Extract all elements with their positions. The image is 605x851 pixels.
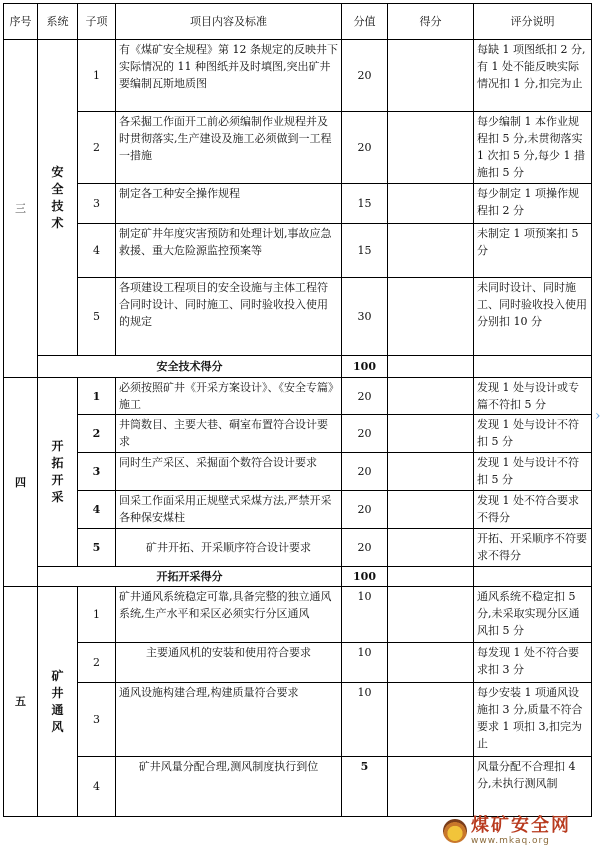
table-row [4, 529, 592, 567]
row-explain: 通风系统不稳定扣 5 分,未采取实现分区通风扣 5 分 [474, 587, 592, 643]
row-content: 回采工作面采用正规壁式采煤方法,严禁开采各种保安煤柱 [116, 491, 342, 529]
table-row [4, 184, 592, 224]
row-score: 20 [342, 453, 388, 491]
row-score: 20 [342, 415, 388, 453]
row-sub: 2 [78, 112, 116, 184]
row-score: 10 [342, 683, 388, 757]
row-score: 30 [342, 278, 388, 356]
table-row [4, 587, 592, 643]
row-content: 主要通风机的安装和使用符合要求 [116, 643, 342, 683]
table-row [4, 757, 592, 817]
table-row [4, 112, 592, 184]
row-score: 10 [342, 643, 388, 683]
row-got[interactable] [388, 40, 474, 112]
watermark [443, 813, 603, 849]
row-explain: 每少制定 1 项操作规程扣 2 分 [474, 184, 592, 224]
row-explain: 每少编制 1 本作业规程扣 5 分,未贯彻落实 1 次扣 5 分,每少 1 措施扣 5 分 [474, 112, 592, 184]
row-score: 5 [342, 757, 388, 817]
row-got[interactable] [388, 415, 474, 453]
row-sub: 1 [78, 587, 116, 643]
header-explain: 评分说明 [474, 4, 592, 40]
row-score: 20 [342, 40, 388, 112]
row-sub: 3 [78, 184, 116, 224]
table-row [4, 683, 592, 757]
row-score: 15 [342, 184, 388, 224]
row-sub: 2 [78, 415, 116, 453]
section-system: 矿 井 通 风 [38, 587, 78, 817]
row-got[interactable] [388, 112, 474, 184]
table-row [4, 453, 592, 491]
row-content: 矿井开拓、开采顺序符合设计要求 [116, 529, 342, 567]
header-row [4, 4, 592, 40]
section-seq: 五 [4, 587, 38, 817]
row-sub: 1 [78, 378, 116, 415]
row-content: 必须按照矿井《开采方案设计》、《安全专篇》施工 [116, 378, 342, 415]
row-explain: 每缺 1 项图纸扣 2 分,有 1 处不能反映实际情况扣 1 分,扣完为止 [474, 40, 592, 112]
row-got[interactable] [388, 278, 474, 356]
row-explain: 未制定 1 项预案扣 5 分 [474, 224, 592, 278]
subtotal-got[interactable] [388, 356, 474, 378]
subtotal-row [4, 567, 592, 587]
header-content: 项目内容及标准 [116, 4, 342, 40]
subtotal-got[interactable] [388, 567, 474, 587]
row-got[interactable] [388, 491, 474, 529]
row-content: 制定各工种安全操作规程 [116, 184, 342, 224]
row-got[interactable] [388, 683, 474, 757]
section-seq: 四 [4, 378, 38, 587]
header-sub: 子项 [78, 4, 116, 40]
table-row [4, 415, 592, 453]
row-sub: 4 [78, 757, 116, 817]
site-logo-icon [443, 819, 467, 843]
row-sub: 4 [78, 491, 116, 529]
subtotal-label: 开拓开采得分 [38, 567, 342, 587]
row-explain: 发现 1 处与设计不符扣 5 分 [474, 415, 592, 453]
section-system: 开 拓 开 采 [38, 378, 78, 567]
row-score: 10 [342, 587, 388, 643]
section-seq: 三 [4, 40, 38, 378]
row-explain: 每少安装 1 项通风设施扣 3 分,质量不符合要求 1 项扣 3,扣完为止 [474, 683, 592, 757]
row-explain: 发现 1 处与设计或专篇不符扣 5 分 [474, 378, 592, 415]
section-system: 安 全 技 术 [38, 40, 78, 356]
header-system: 系统 [38, 4, 78, 40]
row-sub: 3 [78, 683, 116, 757]
table-row [4, 491, 592, 529]
row-score: 20 [342, 529, 388, 567]
watermark-title: 煤矿安全网 [471, 815, 571, 836]
scoring-table [3, 3, 592, 817]
table-row [4, 378, 592, 415]
table-row [4, 40, 592, 112]
row-score: 20 [342, 378, 388, 415]
row-content: 井筒数目、主要大巷、硐室布置符合设计要求 [116, 415, 342, 453]
watermark-text [471, 816, 571, 846]
row-explain: 开拓、开采顺序不符要求不得分 [474, 529, 592, 567]
row-content: 矿井风量分配合理,测风制度执行到位 [116, 757, 342, 817]
row-explain: 风量分配不合理扣 4 分,未执行测风制 [474, 757, 592, 817]
row-content: 矿井通风系统稳定可靠,具备完整的独立通风系统,生产水平和采区必须实行分区通风 [116, 587, 342, 643]
row-content: 同时生产采区、采掘面个数符合设计要求 [116, 453, 342, 491]
row-got[interactable] [388, 184, 474, 224]
row-got[interactable] [388, 529, 474, 567]
row-content: 有《煤矿安全规程》第 12 条规定的反映井下实际情况的 11 种图纸并及时填图,突出矿井要编制瓦斯地质图 [116, 40, 342, 112]
row-explain: 未同时设计、同时施工、同时验收投入使用分别扣 10 分 [474, 278, 592, 356]
subtotal-score: 100 [342, 356, 388, 378]
row-score: 20 [342, 491, 388, 529]
row-got[interactable] [388, 453, 474, 491]
row-sub: 4 [78, 224, 116, 278]
row-explain: 每发现 1 处不符合要求扣 3 分 [474, 643, 592, 683]
row-sub: 3 [78, 453, 116, 491]
row-content: 制定矿井年度灾害预防和处理计划,事故应急救援、重大危险源监控预案等 [116, 224, 342, 278]
table-row [4, 224, 592, 278]
subtotal-label: 安全技术得分 [38, 356, 342, 378]
row-got[interactable] [388, 378, 474, 415]
header-score: 分值 [342, 4, 388, 40]
row-got[interactable] [388, 587, 474, 643]
row-got[interactable] [388, 643, 474, 683]
table-row [4, 643, 592, 683]
row-got[interactable] [388, 224, 474, 278]
row-sub: 1 [78, 40, 116, 112]
watermark-url: www.mkaq.org [471, 836, 550, 846]
subtotal-score: 100 [342, 567, 388, 587]
row-content: 各项建设工程项目的安全设施与主体工程符合同时设计、同时施工、同时验收投入使用的规定 [116, 278, 342, 356]
row-got[interactable] [388, 757, 474, 817]
row-sub: 2 [78, 643, 116, 683]
expand-handle-icon[interactable]: › [595, 408, 601, 424]
row-sub: 5 [78, 278, 116, 356]
header-got: 得分 [388, 4, 474, 40]
row-explain: 发现 1 处不符合要求不得分 [474, 491, 592, 529]
row-score: 15 [342, 224, 388, 278]
row-content: 各采掘工作面开工前必须编制作业规程并及时贯彻落实,生产建设及施工必须做到一工程一措施 [116, 112, 342, 184]
table-row [4, 278, 592, 356]
subtotal-row [4, 356, 592, 378]
row-explain: 发现 1 处与设计不符扣 5 分 [474, 453, 592, 491]
header-seq: 序号 [4, 4, 38, 40]
row-sub: 5 [78, 529, 116, 567]
row-content: 通风设施构建合理,构建质量符合要求 [116, 683, 342, 757]
subtotal-explain [474, 567, 592, 587]
subtotal-explain [474, 356, 592, 378]
row-score: 20 [342, 112, 388, 184]
